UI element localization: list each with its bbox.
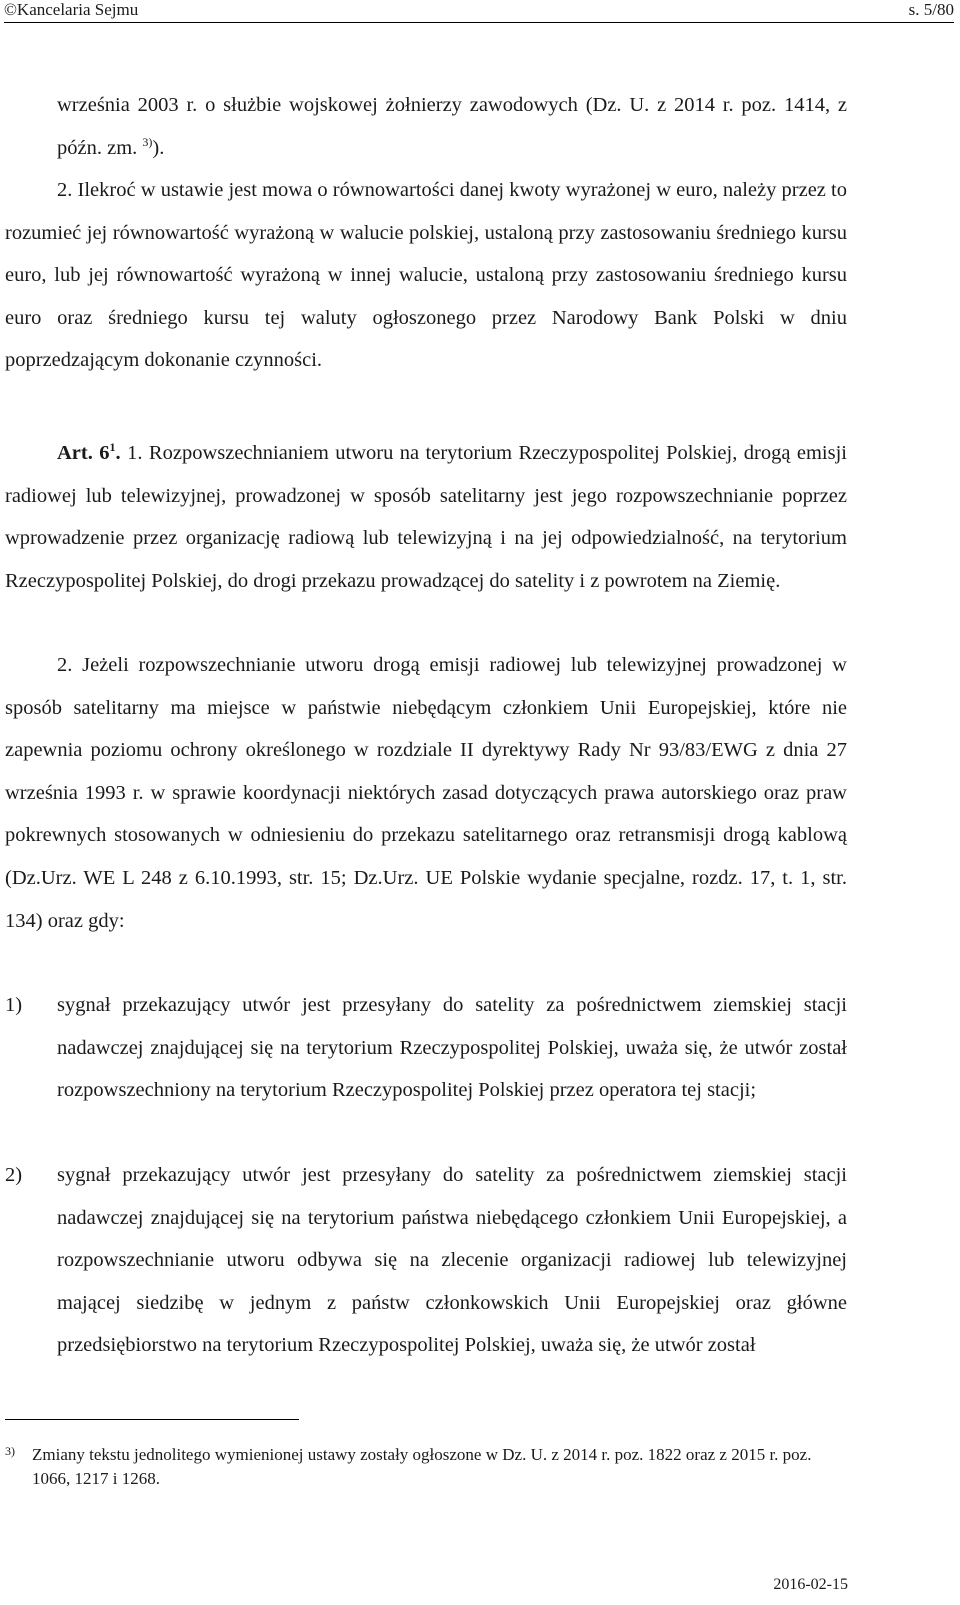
list-item-number: 1) <box>5 994 23 1016</box>
footnote <box>5 1443 847 1491</box>
list-item-text: sygnał przekazujący utwór jest przesyłany do satelity za pośrednictwem ziemskiej stacji nadawczej znajdującej się na terytorium Rzeczypospolitej Polskiej, uważa się, że utwór został rozpowszechniony na terytorium Rzeczypospolitej Polskiej przez operatora tej stacji; <box>57 994 847 1102</box>
article-label: Art. 6 <box>57 442 110 464</box>
article-6-2 <box>5 644 847 942</box>
article-6-1 <box>5 432 847 602</box>
list-item-number: 2) <box>5 1164 23 1186</box>
article-superscript: 1 <box>109 440 116 455</box>
list-item-1 <box>5 984 847 1112</box>
paragraph-text: września 2003 r. o służbie wojskowej żołnierzy zawodowych (Dz. U. z 2014 r. poz. 1414, z późn. zm. <box>57 94 847 159</box>
footnote-mark: 3) <box>5 1444 15 1458</box>
paragraph-continuation <box>5 84 847 169</box>
page-number: s. 5/80 <box>908 0 954 19</box>
footnote-text: Zmiany tekstu jednolitego wymienionej ustawy zostały ogłoszone w Dz. U. z 2014 r. poz. 1822 oraz z 2015 r. poz. 1066, 1217 i 1268. <box>32 1445 812 1488</box>
paragraph-tail: ). <box>152 136 165 159</box>
paragraph-text: 2. Ilekroć w ustawie jest mowa o równowartości danej kwoty wyrażonej w euro, należy przez to rozumieć jej równowartość wyrażoną w walucie polskiej, ustaloną przy zastosowaniu średniego kursu euro, lub jej równowartość wyrażoną w innej walucie, ustaloną przy zastosowaniu średniego kursu euro oraz średniego kursu tej waluty ogłoszonego przez Narodowy Bank Polski w dniu poprzedzającym dokonanie czynności. <box>5 179 847 372</box>
footer-date: 2016-02-15 <box>773 1576 848 1593</box>
article-heading <box>57 442 121 464</box>
footnote-separator <box>5 1419 299 1420</box>
footnote-reference[interactable]: 3) <box>142 134 153 149</box>
paragraph-text: 2. Jeżeli rozpowszechnianie utworu drogą emisji radiowej lub telewizyjnej prowadzonej w sposób satelitarny ma miejsce w państwie niebędącym członkiem Unii Europejskiej, które nie zapewnia poziomu ochrony określonego w rozdziale II dyrektywy Rady Nr 93/83/EWG z dnia 27 września 1993 r. w sprawie koordynacji niektórych zasad dotyczących prawa autorskiego oraz praw pokrewnych stosowanych w odniesieniu do przekazu satelitarnego oraz retransmisji drogą kablową (Dz.Urz. WE L 248 z 6.10.1993, str. 15; Dz.Urz. UE Polskie wydanie specjalne, rozdz. 17, t. 1, str. 134) oraz gdy: <box>5 654 847 932</box>
page-header <box>4 0 954 23</box>
article-dot: . <box>115 442 121 464</box>
list-item-text: sygnał przekazujący utwór jest przesyłany do satelity za pośrednictwem ziemskiej stacji nadawczej znajdującej się na terytorium państwa niebędącego członkiem Unii Europejskiej, a rozpowszechnianie utworu odbywa się na zlecenie organizacji radiowej lub telewizyjnej mającej siedzibę w jednym z państw członkowskich Unii Europejskiej oraz główne przedsiębiorstwo na terytorium Rzeczypospolitej Polskiej, uważa się, że utwór został <box>57 1164 847 1357</box>
header-publisher: ©Kancelaria Sejmu <box>4 0 139 19</box>
paragraph-text: 1. Rozpowszechnianiem utworu na terytorium Rzeczypospolitej Polskiej, drogą emisji radiowej lub telewizyjnej, prowadzonej w sposób satelitarny jest jego rozpowszechnianie poprzez wprowadzenie przez organizację radiową lub telewizyjną i na jej odpowiedzialność, na terytorium Rzeczypospolitej Polskiej, do drogi przekazu prowadzącej do satelity i z powrotem na Ziemię. <box>5 442 847 592</box>
list-item-2 <box>5 1154 847 1367</box>
paragraph-2 <box>5 169 847 382</box>
